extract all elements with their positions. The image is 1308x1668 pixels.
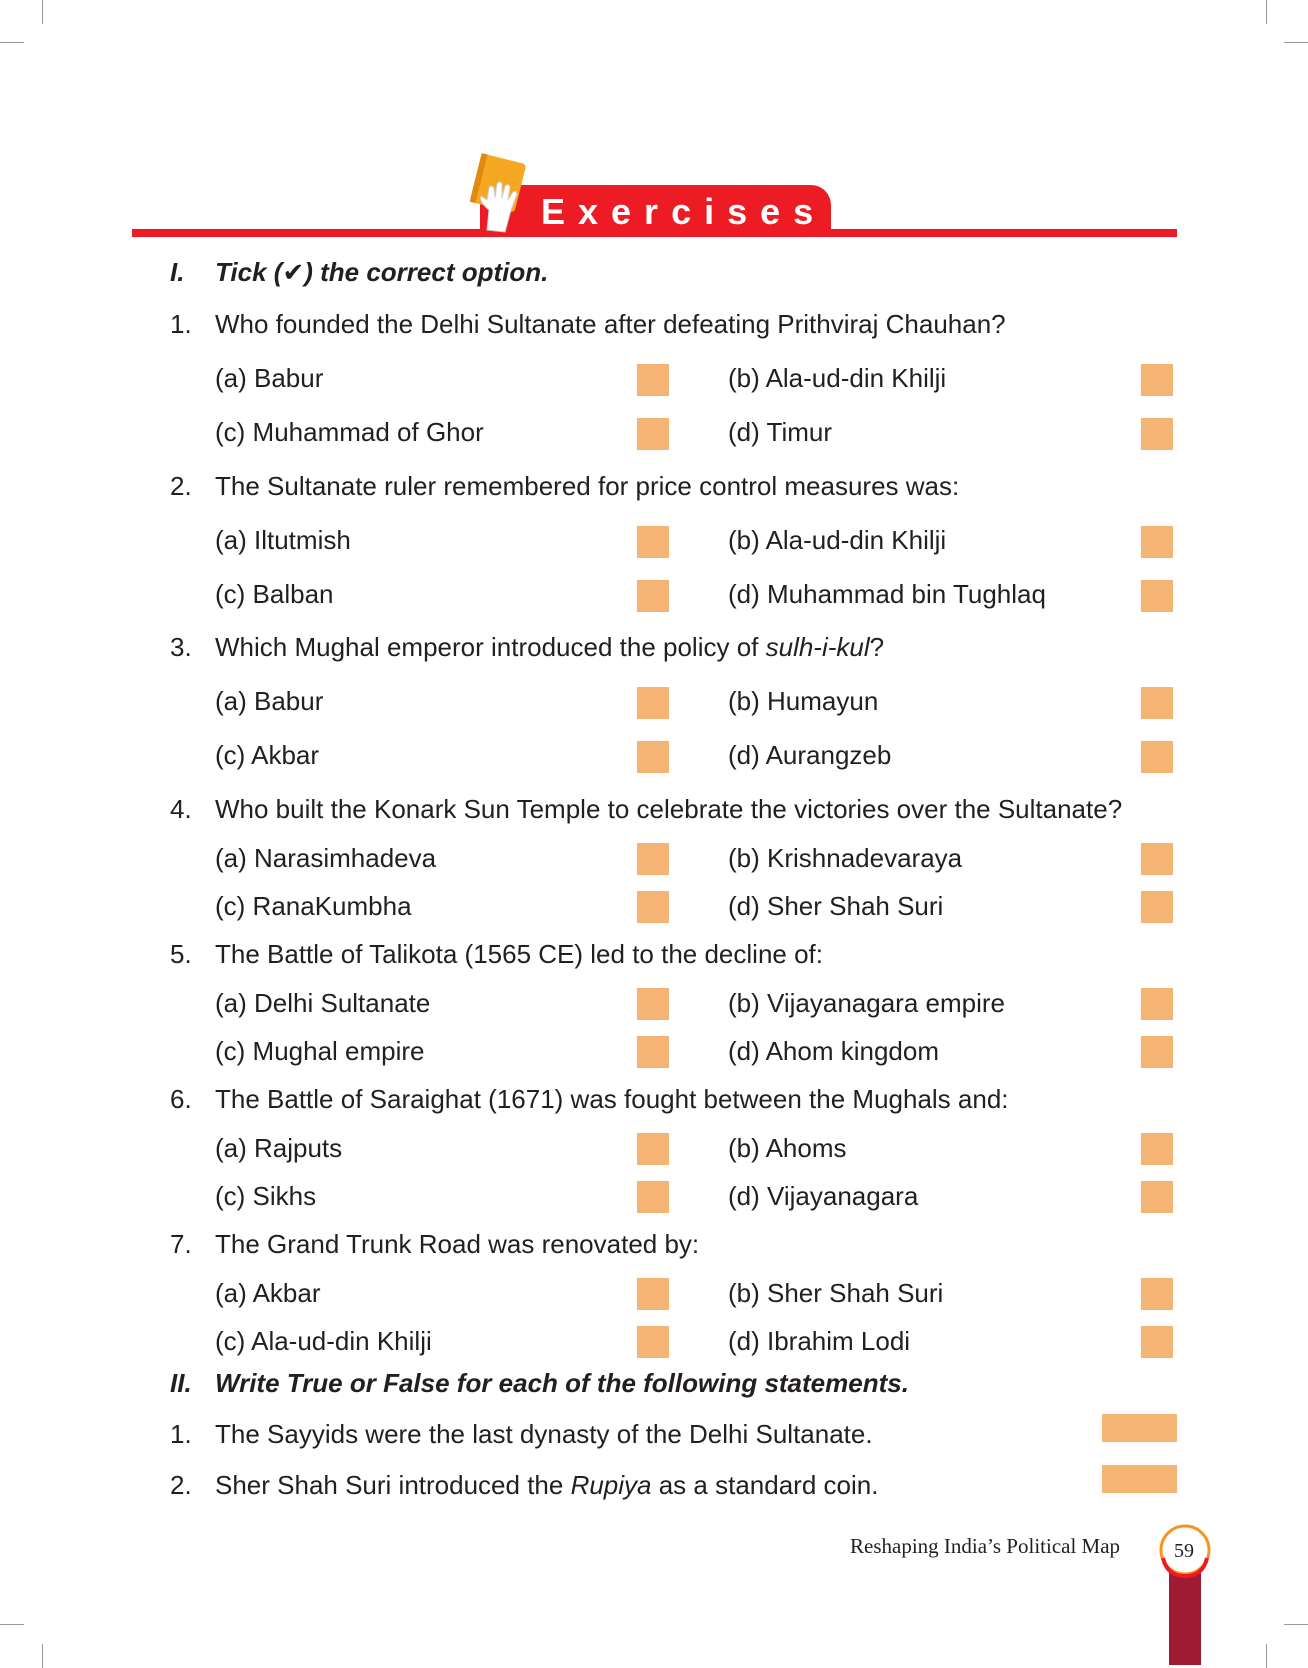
option-label: (b) Sher Shah Suri [728, 1278, 944, 1308]
option-label: (d) Ahom kingdom [728, 1036, 939, 1066]
option-label: (a) Babur [215, 363, 324, 393]
section-instruction: Tick (✔) the correct option. [215, 257, 549, 287]
section-instruction: Write True or False for each of the following statements. [215, 1368, 909, 1398]
question-text [215, 631, 884, 663]
option-label: (a) Akbar [215, 1278, 321, 1308]
crop-mark [1266, 0, 1267, 24]
option-label: (d) Timur [728, 417, 832, 447]
statement-number: 1. [170, 1419, 192, 1449]
option-label: (a) Rajputs [215, 1133, 343, 1163]
option-label: (d) Aurangzeb [728, 740, 892, 770]
section-numeral: I. [170, 257, 185, 287]
book-hand-icon [465, 152, 537, 236]
option-checkbox[interactable] [1141, 988, 1173, 1020]
option-checkbox[interactable] [1141, 580, 1173, 612]
option-label: (d) Vijayanagara [728, 1181, 919, 1211]
option-checkbox[interactable] [637, 1326, 669, 1358]
statement-number: 2. [170, 1470, 192, 1500]
option-checkbox[interactable] [1141, 1036, 1173, 1068]
question-text: The Battle of Talikota (1565 CE) led to the decline of: [215, 939, 823, 969]
option-label: (c) Ala-ud-din Khilji [215, 1326, 432, 1356]
option-checkbox[interactable] [1141, 526, 1173, 558]
question-text: The Battle of Saraighat (1671) was fought between the Mughals and: [215, 1084, 1009, 1114]
option-checkbox[interactable] [1141, 1133, 1173, 1165]
crop-mark [0, 1624, 24, 1625]
page-title: Exercises [541, 191, 827, 232]
option-label: (b) Vijayanagara empire [728, 988, 1005, 1018]
option-checkbox[interactable] [637, 418, 669, 450]
option-checkbox[interactable] [1141, 1278, 1173, 1310]
option-checkbox[interactable] [637, 687, 669, 719]
option-checkbox[interactable] [1141, 741, 1173, 773]
option-checkbox[interactable] [637, 891, 669, 923]
chapter-title: Reshaping India’s Political Map [850, 1534, 1121, 1558]
statement-text-part: as a standard coin. [651, 1470, 879, 1500]
section-numeral: II. [170, 1368, 192, 1398]
option-label: (c) Akbar [215, 740, 320, 770]
crop-mark [42, 0, 43, 24]
answer-box[interactable] [1102, 1465, 1177, 1493]
option-label: (a) Babur [215, 686, 324, 716]
option-checkbox[interactable] [637, 1036, 669, 1068]
option-checkbox[interactable] [1141, 687, 1173, 719]
option-checkbox[interactable] [637, 364, 669, 396]
question-number: 2. [170, 471, 192, 501]
option-label: (a) Iltutmish [215, 525, 351, 555]
question-text-emphasis: sulh-i-kul [765, 632, 870, 662]
option-label: (d) Muhammad bin Tughlaq [728, 579, 1046, 609]
crop-mark [1284, 42, 1308, 43]
option-label: (a) Narasimhadeva [215, 843, 437, 873]
option-checkbox[interactable] [1141, 843, 1173, 875]
option-checkbox[interactable] [637, 1133, 669, 1165]
question-text: Who founded the Delhi Sultanate after defeating Prithviraj Chauhan? [215, 309, 1006, 339]
statement-text [215, 1469, 878, 1501]
crop-mark [1284, 1624, 1308, 1625]
option-label: (b) Krishnadevaraya [728, 843, 963, 873]
option-label: (c) Sikhs [215, 1181, 317, 1211]
option-checkbox[interactable] [637, 741, 669, 773]
option-label: (b) Ala-ud-din Khilji [728, 363, 947, 393]
question-number: 3. [170, 632, 192, 662]
option-label: (d) Sher Shah Suri [728, 891, 944, 921]
question-text-part: ? [869, 632, 885, 662]
answer-box[interactable] [1102, 1414, 1177, 1442]
option-checkbox[interactable] [637, 580, 669, 612]
question-number: 1. [170, 309, 192, 339]
question-text: The Grand Trunk Road was renovated by: [215, 1229, 700, 1259]
statement-text: The Sayyids were the last dynasty of the Delhi Sultanate. [215, 1419, 873, 1449]
page-number: 59 [1174, 1540, 1194, 1562]
option-label: (b) Ahoms [728, 1133, 847, 1163]
option-checkbox[interactable] [1141, 418, 1173, 450]
crop-mark [0, 42, 24, 43]
option-label: (d) Ibrahim Lodi [728, 1326, 911, 1356]
question-number: 5. [170, 939, 192, 969]
question-number: 4. [170, 794, 192, 824]
statement-text-part: Sher Shah Suri introduced the [215, 1470, 571, 1500]
option-checkbox[interactable] [637, 1278, 669, 1310]
option-label: (c) Mughal empire [215, 1036, 425, 1066]
option-checkbox[interactable] [1141, 891, 1173, 923]
option-label: (a) Delhi Sultanate [215, 988, 431, 1018]
option-label: (b) Humayun [728, 686, 879, 716]
question-text-part: Which Mughal emperor introduced the policy of [215, 632, 766, 662]
question-text: The Sultanate ruler remembered for price control measures was: [215, 471, 960, 501]
crop-mark [42, 1644, 43, 1668]
option-label: (b) Ala-ud-din Khilji [728, 525, 947, 555]
option-label: (c) Balban [215, 579, 334, 609]
option-checkbox[interactable] [637, 1181, 669, 1213]
question-number: 6. [170, 1084, 192, 1114]
option-checkbox[interactable] [1141, 364, 1173, 396]
question-text: Who built the Konark Sun Temple to celebrate the victories over the Sultanate? [215, 794, 1123, 824]
option-checkbox[interactable] [637, 526, 669, 558]
option-label: (c) Muhammad of Ghor [215, 417, 484, 447]
option-checkbox[interactable] [637, 988, 669, 1020]
option-checkbox[interactable] [1141, 1326, 1173, 1358]
option-checkbox[interactable] [1141, 1181, 1173, 1213]
option-label: (c) RanaKumbha [215, 891, 412, 921]
question-number: 7. [170, 1229, 192, 1259]
statement-text-emphasis: Rupiya [570, 1470, 652, 1500]
option-checkbox[interactable] [637, 843, 669, 875]
crop-mark [1266, 1644, 1267, 1668]
